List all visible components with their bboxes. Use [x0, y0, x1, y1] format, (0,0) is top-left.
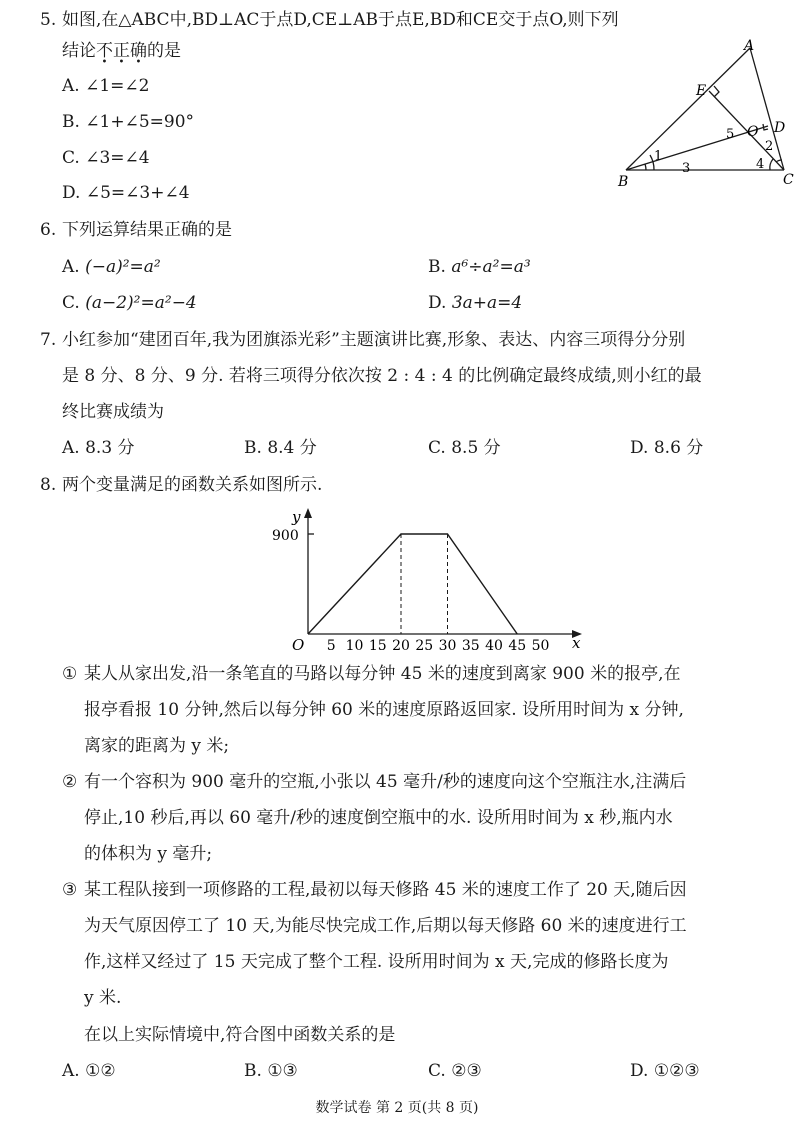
point-d-label: D	[774, 120, 786, 136]
q5-option-c: C. ∠3=∠4	[62, 148, 150, 168]
q8-item-line: 作,这样又经过了 15 天完成了整个工程. 设所用时间为 x 天,完成的修路长度为	[84, 952, 669, 972]
q8-item-line: 某工程队接到一项修路的工程,最初以每天修路 45 米的速度工作了 20 天,随后因	[84, 880, 687, 900]
angle-5-label: 5	[726, 127, 735, 142]
q8-item-line: 报亭看报 10 分钟,然后以每分钟 60 米的速度原路返回家. 设所用时间为 x 分钟,	[84, 700, 684, 720]
angle-2-label: 2	[765, 139, 774, 154]
point-o-label: O	[747, 124, 759, 140]
q8-option-b: B. ①③	[244, 1061, 298, 1081]
x-tick-label: 25	[415, 638, 434, 654]
q6-option-d: D. 3a+a=4	[428, 293, 523, 313]
page-footer: 数学试卷 第 2 页(共 8 页)	[315, 1100, 479, 1116]
q5-stem-text: 结论	[62, 41, 96, 61]
q8-item-line: 停止,10 秒后,再以 60 毫升/秒的速度倒空瓶中的水. 设所用时间为 x 秒,瓶内水	[84, 808, 673, 828]
x-tick-label: 45	[508, 638, 527, 654]
q5-emphasis-char: 正	[113, 41, 130, 61]
q7-option-b: B. 8.4 分	[244, 438, 317, 458]
angle-4-label: 4	[756, 157, 765, 172]
q5-option-a: A. ∠1=∠2	[62, 76, 150, 96]
q8-item-line: 有一个容积为 900 毫升的空瓶,小张以 45 毫升/秒的速度向这个空瓶注水,注满后	[84, 772, 687, 792]
q8-conclusion: 在以上实际情境中,符合图中函数关系的是	[84, 1025, 396, 1045]
q7-stem-line2: 是 8 分、8 分、9 分. 若将三项得分依次按 2 : 4 : 4 的比例确定最终成绩,则小红的最	[62, 366, 702, 386]
q7-stem-line3: 终比赛成绩为	[62, 402, 164, 422]
angle-3-label: 3	[682, 161, 691, 176]
q8-item-line: 为天气原因停工了 10 天,为能尽快完成工作,后期以每天修路 60 米的速度进行工	[84, 916, 687, 936]
q5-number: 5.	[40, 10, 57, 30]
q7-stem-line1: 小红参加“建团百年,我为团旗添光彩”主题演讲比赛,形象、表达、内容三项得分分别	[62, 330, 686, 350]
q8-item-line: y 米.	[84, 988, 122, 1008]
x-tick-label: 10	[345, 638, 364, 654]
q8-item-line: 的体积为 y 毫升;	[84, 844, 213, 864]
q8-item-mark: ③	[62, 880, 78, 900]
q8-item-mark: ①	[62, 664, 78, 684]
q7-option-a: A. 8.3 分	[62, 438, 135, 458]
q8-item-line: 某人从家出发,沿一条笔直的马路以每分钟 45 米的速度到离家 900 米的报亭,在	[84, 664, 681, 684]
x-axis-label: x	[572, 634, 581, 652]
q5-emphasis-char: 不	[96, 41, 113, 61]
angle-1-label: 1	[654, 149, 663, 164]
y-axis-arrow-icon	[304, 508, 312, 518]
point-b-label: B	[618, 174, 629, 190]
x-tick-label: 40	[485, 638, 503, 654]
point-c-label: C	[783, 172, 794, 188]
q5-stem-line2	[62, 43, 181, 60]
q6-option-b: B. a⁶÷a²=a³	[428, 257, 531, 277]
q8-function-graph	[270, 500, 590, 656]
x-tick-label: 15	[368, 638, 387, 654]
point-a-label: A	[744, 38, 755, 54]
x-tick-label: 5	[326, 638, 336, 654]
function-line	[308, 534, 517, 634]
origin-label: O	[292, 636, 305, 654]
q6-stem: 下列运算结果正确的是	[62, 220, 232, 240]
q7-option-d: D. 8.6 分	[630, 438, 704, 458]
q5-option-b: B. ∠1+∠5=90°	[62, 112, 195, 132]
q8-option-c: C. ②③	[428, 1061, 482, 1081]
q5-stem-text: 的是	[147, 41, 181, 61]
q8-stem: 两个变量满足的函数关系如图所示.	[62, 475, 323, 495]
q5-emphasis-char: 确	[130, 41, 147, 61]
x-tick-label: 35	[461, 638, 480, 654]
q8-number: 8.	[40, 475, 57, 495]
q8-option-a: A. ①②	[62, 1061, 116, 1081]
y-axis-label: y	[292, 508, 301, 526]
q7-number: 7.	[40, 330, 57, 350]
q5-triangle-figure	[610, 38, 794, 190]
q6-option-a: A. (−a)²=a²	[62, 257, 161, 277]
q5-option-d: D. ∠5=∠3+∠4	[62, 183, 190, 203]
q5-stem-line1: 如图,在△ABC中,BD⊥AC于点D,CE⊥AB于点E,BD和CE交于点O,则下列	[62, 10, 619, 30]
q6-number: 6.	[40, 220, 57, 240]
q6-option-c: C. (a−2)²=a²−4	[62, 293, 197, 313]
y-tick-label-900: 900	[272, 528, 299, 544]
q8-option-d: D. ①②③	[630, 1061, 700, 1081]
q8-item-line: 离家的距离为 y 米;	[84, 736, 230, 756]
q7-option-c: C. 8.5 分	[428, 438, 501, 458]
point-e-label: E	[696, 83, 707, 99]
x-tick-label: 30	[438, 638, 457, 654]
q8-item-mark: ②	[62, 772, 78, 792]
x-tick-label: 20	[392, 638, 410, 654]
x-tick-label: 50	[531, 638, 550, 654]
